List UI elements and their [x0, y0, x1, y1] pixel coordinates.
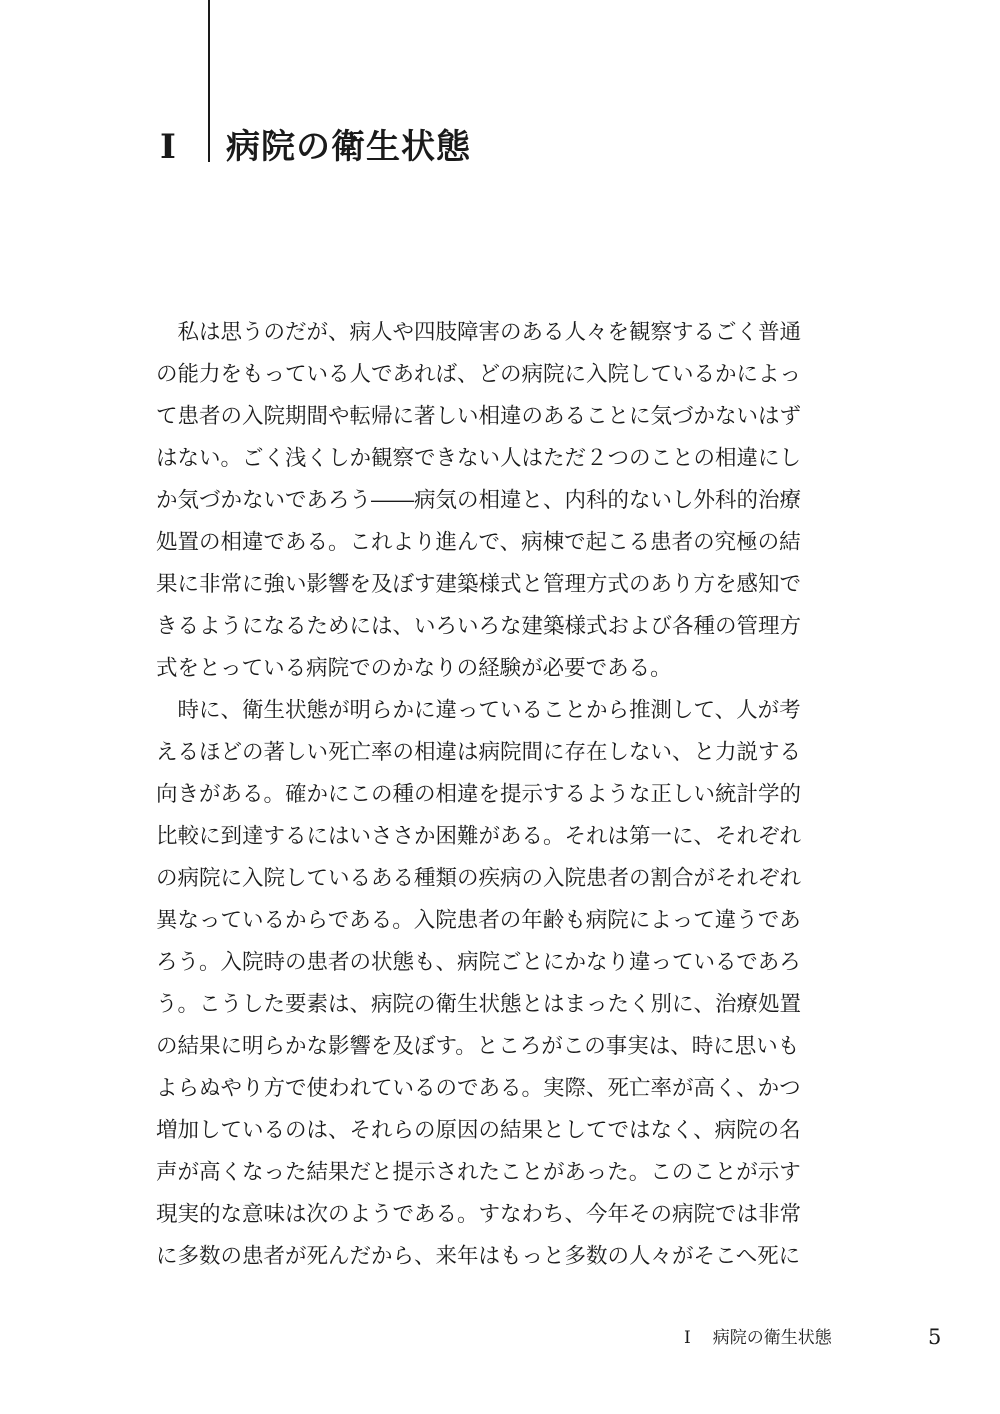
- text-line: 向きがある。確かにこの種の相違を提示するような正しい統計学的: [156, 782, 802, 807]
- text-line: きるようになるためには、いろいろな建築様式および各種の管理方: [156, 614, 802, 639]
- body-text: [156, 312, 856, 1278]
- running-head-chapter-number: I: [684, 1328, 691, 1348]
- text-line: 増加しているのは、それらの原因の結果としてではなく、病院の名: [156, 1118, 801, 1143]
- text-line: 声が高くなった結果だと提示されたことがあった。このことが示す: [156, 1160, 801, 1185]
- running-head: [684, 1323, 832, 1353]
- text-line: の病院に入院しているある種類の疾病の入院患者の割合がそれぞれ: [156, 866, 802, 891]
- text-line: ろう。入院時の患者の状態も、病院ごとにかなり違っているであろ: [156, 950, 801, 975]
- text-line: う。こうした要素は、病院の衛生状態とはまったく別に、治療処置: [156, 992, 802, 1017]
- text-line: 異なっているからである。入院患者の年齢も病院によって違うであ: [156, 908, 801, 933]
- text-line: 現実的な意味は次のようである。すなわち、今年その病院では非常: [156, 1202, 802, 1227]
- text-line: に多数の患者が死んだから、来年はもっと多数の人々がそこへ死に: [156, 1244, 801, 1269]
- text-line: 処置の相違である。これより進んで、病棟で起こる患者の究極の結: [156, 530, 801, 555]
- chapter-number: I: [160, 127, 176, 167]
- text-line: の結果に明らかな影響を及ぼす。ところがこの事実は、時に思いも: [156, 1034, 800, 1059]
- text-line: 比較に到達するにはいささか困難がある。それは第一に、それぞれ: [156, 824, 802, 849]
- chapter-title: 病院の衛生状態: [226, 127, 471, 167]
- text-line: 私は思うのだが、病人や四肢障害のある人々を観察するごく普通: [156, 320, 802, 345]
- running-head-chapter-title: 病院の衛生状態: [712, 1328, 832, 1348]
- text-line: えるほどの著しい死亡率の相違は病院間に存在しない、と力説する: [156, 740, 802, 765]
- text-line: はない。ごく浅くしか観察できない人はただ２つのことの相違にし: [156, 446, 802, 471]
- page-number: 5: [928, 1325, 942, 1349]
- chapter-divider-rule: [208, 0, 210, 162]
- text-line: の能力をもっている人であれば、どの病院に入院しているかによっ: [156, 362, 802, 387]
- text-line: 式をとっている病院でのかなりの経験が必要である。: [156, 656, 672, 681]
- text-line: よらぬやり方で使われているのである。実際、死亡率が高く、かつ: [156, 1076, 801, 1101]
- text-line: 果に非常に強い影響を及ぼす建築様式と管理方式のあり方を感知で: [156, 572, 802, 597]
- text-line: て患者の入院期間や転帰に著しい相違のあることに気づかないはず: [156, 404, 802, 429]
- text-line: 時に、衛生状態が明らかに違っていることから推測して、人が考: [156, 698, 801, 723]
- text-line: か気づかないであろう――病気の相違と、内科的ないし外科的治療: [156, 488, 802, 513]
